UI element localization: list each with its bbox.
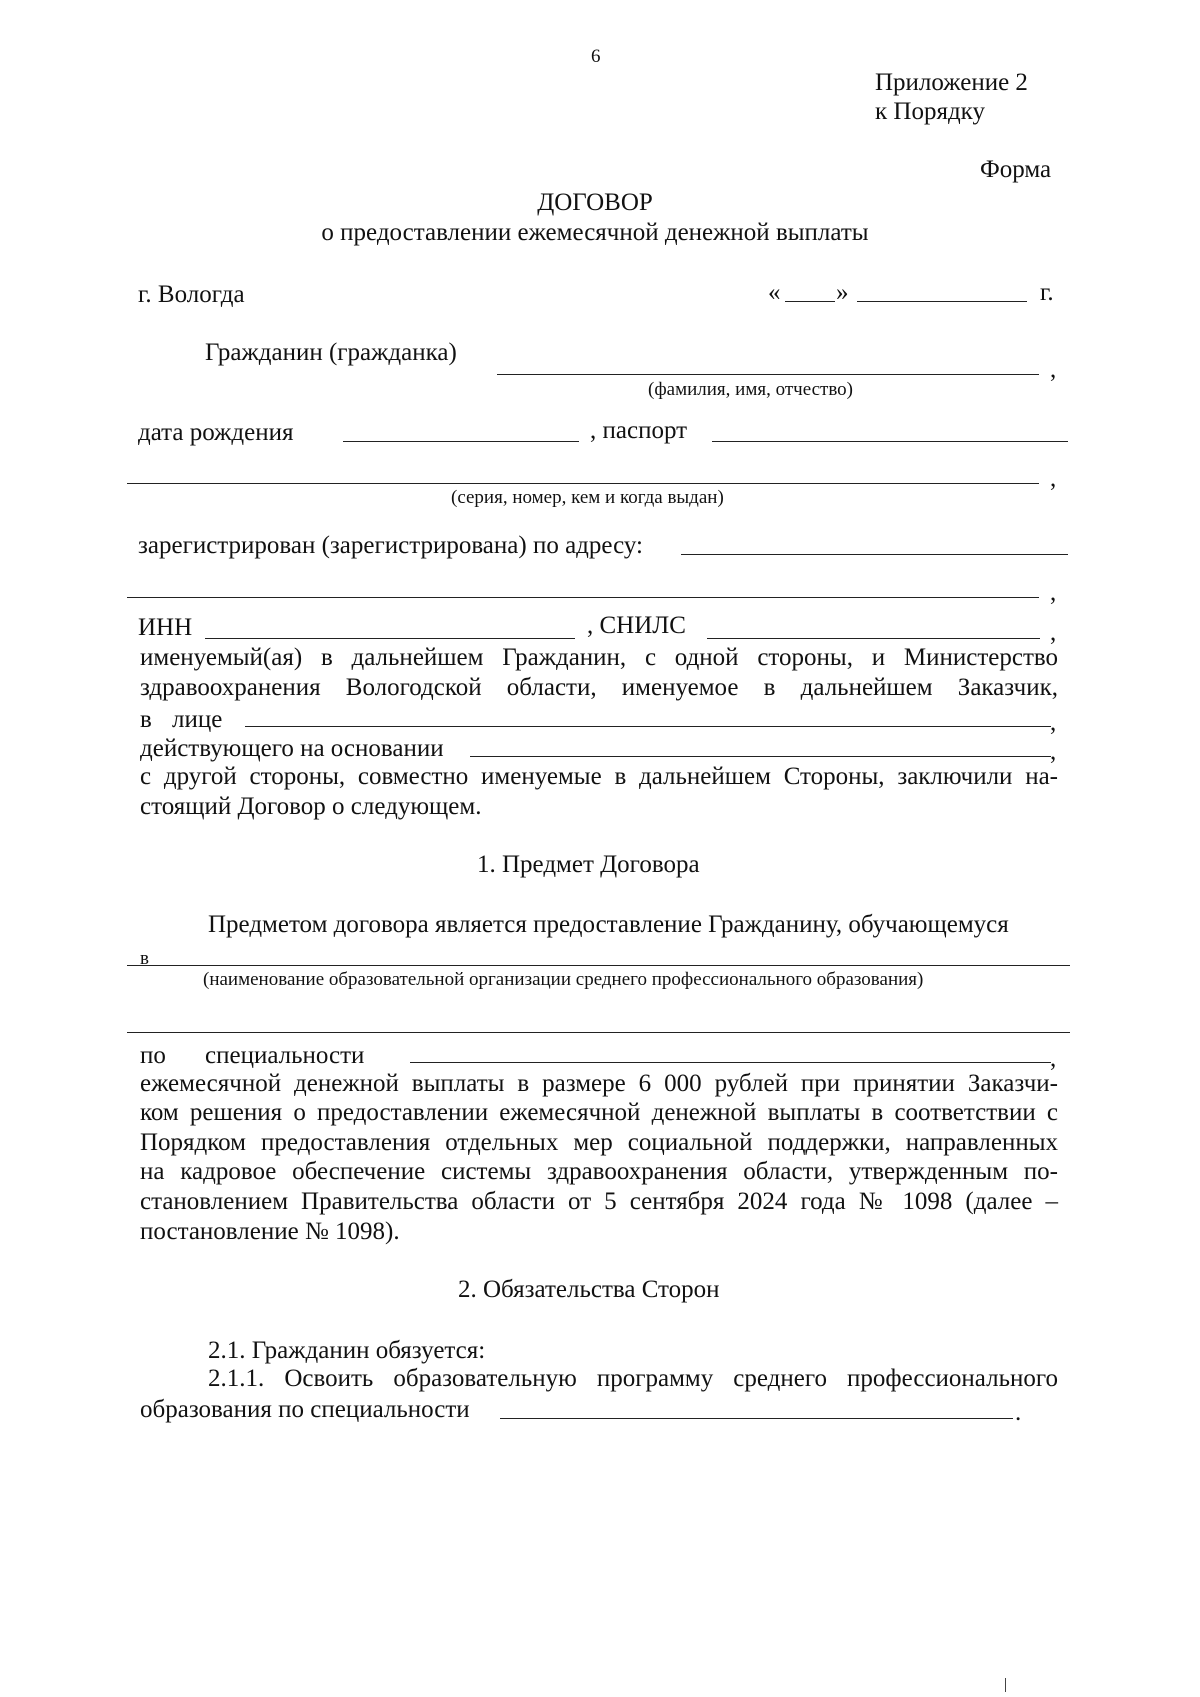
snils-field[interactable] (707, 638, 1040, 639)
section-1-para-line-6: постановление № 1098). (140, 1218, 400, 1245)
appendix-line-1: Приложение 2 (875, 69, 1028, 96)
date-year-suffix: г. (1040, 279, 1054, 306)
specialty-field[interactable] (410, 1062, 1051, 1063)
section-1-in-label: в (140, 948, 149, 969)
clause-2-1-1-line-1: 2.1.1. Освоить образовательную программу среднего профессионального (208, 1365, 1058, 1392)
organization-field[interactable] (127, 965, 1070, 966)
page-number: 6 (591, 46, 601, 67)
document-subtitle: о предоставлении ежемесячной денежной выплаты (321, 219, 869, 246)
date-day-field[interactable] (785, 301, 835, 302)
inn-field[interactable] (205, 638, 575, 639)
citizen-hint: (фамилия, имя, отчество) (648, 379, 854, 400)
clause-2-1: 2.1. Гражданин обязуется: (208, 1337, 486, 1364)
snils-label: , СНИЛС (587, 612, 686, 639)
citizen-name-field[interactable] (497, 374, 1039, 375)
scan-edge-mark (1005, 1678, 1006, 1692)
date-close-quote: » (836, 279, 849, 306)
clause-specialty-field[interactable] (500, 1418, 1013, 1419)
parties-line-2: здравоохранения Вологодской области, именуемое в дальнейшем Заказчик, (140, 674, 1058, 701)
basis-field[interactable] (470, 756, 1051, 757)
registration-field[interactable] (681, 554, 1068, 555)
clause-2-1-1-period: . (1015, 1399, 1022, 1426)
snils-comma: , (1050, 619, 1057, 646)
clause-2-1-1-line-2: образования по специальности (140, 1396, 470, 1423)
section-1-heading: 1. Предмет Договора (477, 851, 700, 878)
date-open-quote: « (768, 279, 781, 306)
passport-comma: , (1050, 465, 1057, 492)
representative-field[interactable] (245, 726, 1051, 727)
citizen-label: Гражданин (гражданка) (205, 339, 457, 366)
representative-comma: , (1050, 709, 1057, 736)
document-title: ДОГОВОР (537, 189, 653, 216)
specialty-label: специальности (205, 1042, 365, 1069)
organization-hint: (наименование образовательной организации среднего профессионального образования) (203, 969, 924, 990)
passport-hint: (серия, номер, кем и когда выдан) (451, 487, 724, 508)
section-1-para-line-2: ком решения о предоставлении ежемесячной денежной выплаты в соответствии с (140, 1099, 1058, 1126)
registration-comma: , (1050, 579, 1057, 606)
organization-field-2[interactable] (127, 1032, 1070, 1033)
in-person-label: в лице (140, 706, 223, 733)
section-2-heading: 2. Обязательства Сторон (458, 1276, 720, 1303)
specialty-label-po: по (140, 1042, 166, 1069)
registration-field-2[interactable] (127, 597, 1039, 598)
birth-date-field[interactable] (343, 441, 579, 442)
section-1-intro: Предметом договора является предоставление Гражданину, обучающемуся (208, 911, 1009, 938)
parties-line-6: стоящий Договор о следующем. (140, 793, 482, 820)
section-1-para-line-5: становлением Правительства области от 5 сентября 2024 года № 1098 (далее – (140, 1188, 1058, 1215)
parties-line-1: именуемый(ая) в дальнейшем Гражданин, с одной стороны, и Министерство (140, 644, 1058, 671)
appendix-line-2: к Порядку (875, 98, 985, 125)
section-1-para-line-4: на кадровое обеспечение системы здравоохранения области, утвержденным по- (140, 1158, 1058, 1185)
city-label: г. Вологда (138, 281, 245, 308)
specialty-comma: , (1050, 1045, 1057, 1072)
registration-label: зарегистрирован (зарегистрирована) по адресу: (138, 532, 644, 559)
inn-label: ИНН (138, 614, 193, 641)
birth-date-label: дата рождения (138, 419, 294, 446)
passport-details-field[interactable] (127, 483, 1039, 484)
basis-comma: , (1050, 738, 1057, 765)
passport-field[interactable] (712, 441, 1068, 442)
passport-label: , паспорт (590, 417, 688, 444)
basis-label: действующего на основании (140, 735, 444, 762)
section-1-para-line-3: Порядком предоставления отдельных мер социальной поддержки, направленных (140, 1129, 1058, 1156)
section-1-para-line-1: ежемесячной денежной выплаты в размере 6 000 рублей при принятии Заказчи- (140, 1070, 1058, 1097)
date-month-field[interactable] (857, 301, 1027, 302)
parties-line-5: с другой стороны, совместно именуемые в дальнейшем Стороны, заключили на- (140, 763, 1058, 790)
citizen-comma: , (1050, 356, 1057, 383)
form-label: Форма (980, 156, 1052, 183)
